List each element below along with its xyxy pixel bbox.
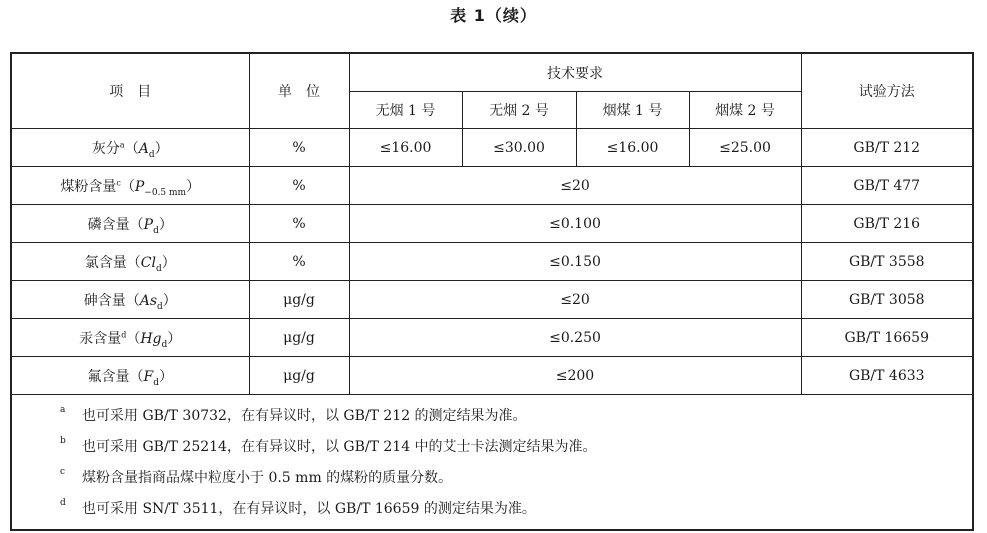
row-item-name xyxy=(11,167,249,205)
row-item-name xyxy=(11,357,249,395)
item-sub: d xyxy=(161,339,168,350)
item-sub: d xyxy=(155,263,162,274)
row-value: ≤0.250 xyxy=(349,319,801,357)
row-method: GB/T 4633 xyxy=(801,357,973,395)
table-row xyxy=(11,167,973,205)
item-sub: d xyxy=(157,301,163,312)
table-row xyxy=(11,357,973,395)
item-sub: −0.5 mm xyxy=(144,187,187,198)
item-open: （ xyxy=(126,254,141,271)
footnote xyxy=(12,432,972,463)
row-value: ≤16.00 xyxy=(576,129,689,167)
table-row xyxy=(11,129,973,167)
table-row xyxy=(11,319,973,357)
item-sup: d xyxy=(121,329,127,339)
item-sym: P xyxy=(143,216,154,233)
header-sub-4: 烟煤 2 号 xyxy=(689,92,801,129)
header-unit: 单位 xyxy=(249,53,349,129)
item-name: 砷含量 xyxy=(83,292,126,309)
item-open: （ xyxy=(120,178,135,195)
row-item-name xyxy=(11,281,249,319)
item-open: （ xyxy=(124,140,139,157)
item-name: 煤粉含量 xyxy=(60,178,117,195)
header-sub-1: 无烟 1 号 xyxy=(349,92,462,129)
item-close: ） xyxy=(154,140,169,157)
footnote-text: 也可采用 GB/T 30732，在有异议时，以 GB/T 212 的测定结果为准。 xyxy=(82,408,527,424)
row-method: GB/T 216 xyxy=(801,205,973,243)
item-close: ） xyxy=(158,368,173,385)
row-method: GB/T 212 xyxy=(801,129,973,167)
footnote-mark: b xyxy=(60,436,66,446)
row-item-name xyxy=(11,319,249,357)
item-open: （ xyxy=(126,330,141,347)
spec-table xyxy=(10,52,974,531)
item-close: ） xyxy=(162,292,177,309)
row-method: GB/T 16659 xyxy=(801,319,973,357)
row-value: ≤20 xyxy=(349,167,801,205)
item-sym: A xyxy=(138,140,149,157)
row-value: ≤25.00 xyxy=(689,129,801,167)
table-body xyxy=(11,129,973,395)
footnote xyxy=(12,401,972,432)
footnote-text: 也可采用 SN/T 3511，在有异议时，以 GB/T 16659 的测定结果为准。 xyxy=(82,501,536,517)
footnotes xyxy=(11,395,973,531)
item-sym: Cl xyxy=(140,254,156,271)
table-row xyxy=(11,281,973,319)
row-unit: % xyxy=(249,129,349,167)
row-method: GB/T 477 xyxy=(801,167,973,205)
row-value: ≤0.150 xyxy=(349,243,801,281)
item-sup: c xyxy=(116,177,121,187)
item-name: 氯含量 xyxy=(84,254,127,271)
item-name: 磷含量 xyxy=(87,216,130,233)
footnote xyxy=(12,463,972,494)
item-open: （ xyxy=(129,216,144,233)
row-method: GB/T 3558 xyxy=(801,243,973,281)
row-value: ≤20 xyxy=(349,281,801,319)
item-name: 灰分 xyxy=(91,140,120,157)
header-item: 项目 xyxy=(11,53,249,129)
row-item-name xyxy=(11,243,249,281)
table-row xyxy=(11,243,973,281)
item-close: ） xyxy=(167,330,182,347)
item-name: 汞含量 xyxy=(79,330,122,347)
item-close: ） xyxy=(161,254,176,271)
item-sym: F xyxy=(143,368,154,385)
row-unit: % xyxy=(249,167,349,205)
item-open: （ xyxy=(129,368,144,385)
footnote-mark: d xyxy=(60,498,66,508)
item-sym: As xyxy=(139,292,158,309)
footnote-mark: a xyxy=(60,405,66,415)
row-unit: % xyxy=(249,205,349,243)
item-name: 氟含量 xyxy=(87,368,130,385)
item-sym: P xyxy=(134,178,145,195)
table-caption: 表 1（续） xyxy=(450,6,537,25)
item-open: （ xyxy=(125,292,140,309)
footnote-mark: c xyxy=(60,467,66,477)
spec-table-container xyxy=(10,52,972,531)
row-unit: μg/g xyxy=(249,319,349,357)
item-sup: a xyxy=(119,139,125,149)
row-item-name xyxy=(11,205,249,243)
item-sub: d xyxy=(148,149,155,160)
table-row xyxy=(11,205,973,243)
item-sym: Hg xyxy=(140,330,162,347)
row-value: ≤16.00 xyxy=(349,129,462,167)
footnote xyxy=(12,494,972,525)
row-value: ≤30.00 xyxy=(462,129,576,167)
row-unit: μg/g xyxy=(249,281,349,319)
row-method: GB/T 3058 xyxy=(801,281,973,319)
footnote-text: 煤粉含量指商品煤中粒度小于 0.5 mm 的煤粉的质量分数。 xyxy=(82,470,453,486)
row-unit: % xyxy=(249,243,349,281)
header-sub-3: 烟煤 1 号 xyxy=(576,92,689,129)
item-sub: d xyxy=(153,377,159,388)
row-unit: μg/g xyxy=(249,357,349,395)
row-item-name xyxy=(11,129,249,167)
item-close: ） xyxy=(158,216,173,233)
row-value: ≤0.100 xyxy=(349,205,801,243)
item-sub: d xyxy=(153,225,159,236)
header-sub-2: 无烟 2 号 xyxy=(462,92,576,129)
header-tech-req: 技术要求 xyxy=(349,53,801,92)
row-value: ≤200 xyxy=(349,357,801,395)
item-close: ） xyxy=(186,178,201,195)
header-method: 试验方法 xyxy=(801,53,973,129)
footnote-text: 也可采用 GB/T 25214，在有异议时，以 GB/T 214 中的艾士卡法测定结果为准。 xyxy=(82,439,597,455)
